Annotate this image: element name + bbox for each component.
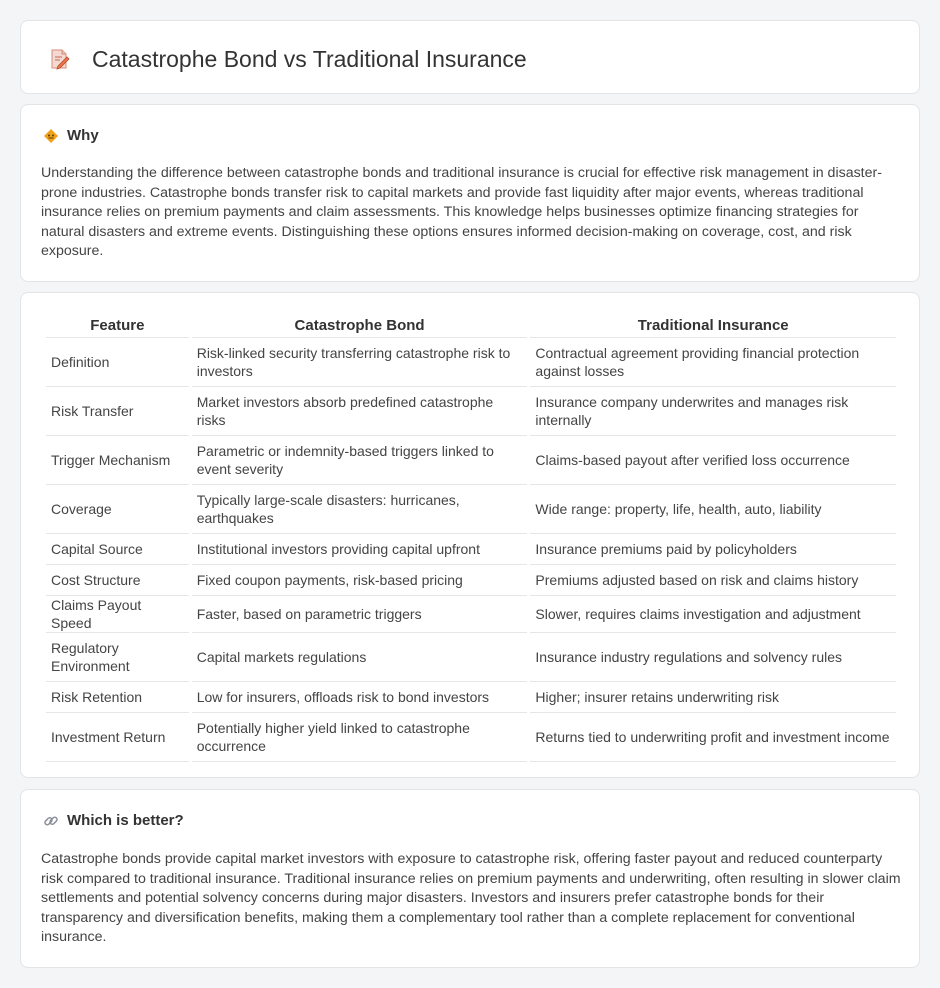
cat-bond-cell: Capital markets regulations <box>192 633 528 682</box>
why-text: Understanding the difference between catastrophe bonds and traditional insurance is crucial for effective risk management in disaster-prone industries. Catastrophe bonds transfer risk to capital markets and provide fast liquidity after major events, whereas traditional insurance relies on premium payments and claim assessments. This knowledge helps businesses optimize financing strategies for natural disasters and extreme events. Distinguishing these options ensures informed decision-making on coverage, cost, and risk exposure. <box>41 165 882 260</box>
why-heading <box>43 127 99 144</box>
cat-bond-cell: Risk-linked security transferring catastrophe risk to investors <box>192 338 528 387</box>
cat-bond-cell: Parametric or indemnity-based triggers linked to event severity <box>192 436 528 485</box>
insurance-cell: Insurance premiums paid by policyholders <box>530 534 896 565</box>
feature-cell: Regulatory Environment <box>46 633 189 682</box>
better-heading <box>43 812 184 829</box>
insurance-cell: Insurance industry regulations and solvency rules <box>530 633 896 682</box>
table-header-row <box>46 314 896 338</box>
insurance-cell: Claims-based payout after verified loss occurrence <box>530 436 896 485</box>
insurance-cell: Insurance company underwrites and manages risk internally <box>530 387 896 436</box>
feature-cell: Trigger Mechanism <box>46 436 189 485</box>
feature-cell: Claims Payout Speed <box>46 596 189 633</box>
cat-bond-cell: Institutional investors providing capital upfront <box>192 534 528 565</box>
cat-bond-cell: Typically large-scale disasters: hurricanes, earthquakes <box>192 485 528 534</box>
cat-bond-cell: Potentially higher yield linked to catastrophe occurrence <box>192 713 528 762</box>
table-row <box>46 338 896 387</box>
table-row <box>46 633 896 682</box>
feature-cell: Definition <box>46 338 189 387</box>
which-is-better-section <box>20 789 920 968</box>
table-row <box>46 565 896 596</box>
feature-cell: Risk Retention <box>46 682 189 713</box>
table-row <box>46 485 896 534</box>
table-row <box>46 596 896 633</box>
page-title: Catastrophe Bond vs Traditional Insurance <box>92 46 527 72</box>
header-traditional-insurance: Traditional Insurance <box>530 314 896 338</box>
insurance-cell: Wide range: property, life, health, auto, liability <box>530 485 896 534</box>
title-card <box>20 20 920 94</box>
cat-bond-cell: Low for insurers, offloads risk to bond investors <box>192 682 528 713</box>
why-heading-label: Why <box>67 127 99 144</box>
insurance-cell: Premiums adjusted based on risk and claims history <box>530 565 896 596</box>
cat-bond-cell: Market investors absorb predefined catastrophe risks <box>192 387 528 436</box>
feature-cell: Risk Transfer <box>46 387 189 436</box>
insurance-cell: Higher; insurer retains underwriting risk <box>530 682 896 713</box>
feature-cell: Cost Structure <box>46 565 189 596</box>
better-text: Catastrophe bonds provide capital market investors with exposure to catastrophe risk, offering faster payout and reduced counterparty risk compared to traditional insurance. Traditional insurance relies on premium payments and underwriting, often resulting in slower claim settlements and potential solvency concerns during major disasters. Investors and insurers prefer catastrophe bonds for their transparency and diversification benefits, making them a complementary tool rather than a complete replacement for conventional insurance. <box>41 851 901 946</box>
cat-bond-cell: Faster, based on parametric triggers <box>192 596 528 633</box>
table-row <box>46 436 896 485</box>
comparison-card <box>20 292 920 778</box>
table-row <box>46 387 896 436</box>
header-feature: Feature <box>46 314 189 338</box>
table-row <box>46 713 896 762</box>
table-row <box>46 682 896 713</box>
table-row <box>46 534 896 565</box>
cat-bond-cell: Fixed coupon payments, risk-based pricing <box>192 565 528 596</box>
insurance-cell: Returns tied to underwriting profit and investment income <box>530 713 896 762</box>
better-heading-label: Which is better? <box>67 812 184 829</box>
feature-cell: Capital Source <box>46 534 189 565</box>
feature-cell: Coverage <box>46 485 189 534</box>
comparison-table <box>43 314 899 762</box>
document-edit-icon <box>47 47 71 71</box>
why-section <box>20 104 920 282</box>
insurance-cell: Contractual agreement providing financial protection against losses <box>530 338 896 387</box>
link-icon <box>43 813 59 829</box>
insurance-cell: Slower, requires claims investigation and adjustment <box>530 596 896 633</box>
header-catastrophe-bond: Catastrophe Bond <box>192 314 528 338</box>
diamond-warning-icon <box>43 128 59 144</box>
feature-cell: Investment Return <box>46 713 189 762</box>
